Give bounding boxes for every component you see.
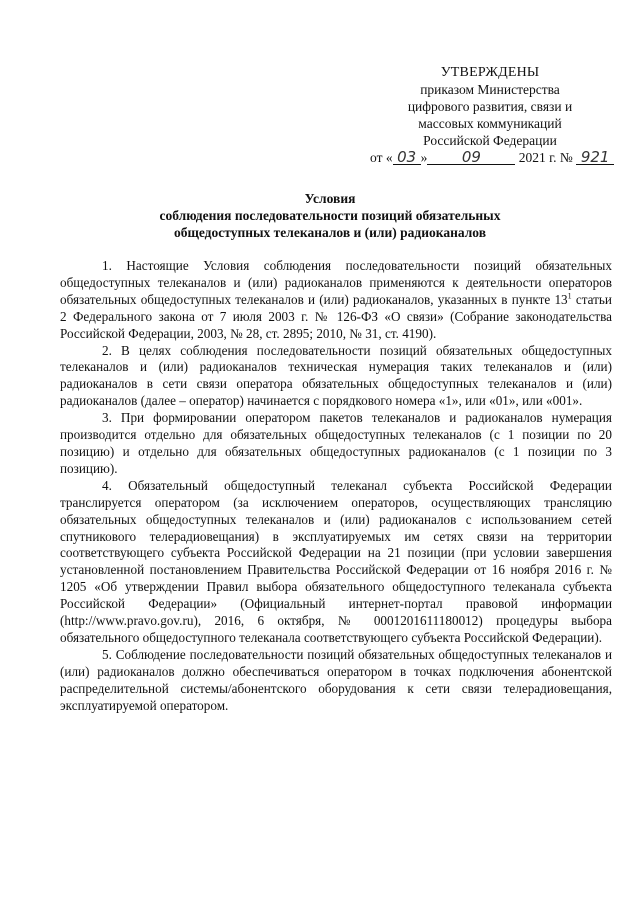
approval-line: приказом Министерства xyxy=(420,82,560,97)
paragraph-1-text-cont: статьи 2 Федерального закона от 7 июля 2003 г. № 126-ФЗ «О связи» (Собрание законодательства Российской Федерации, 2003, № 28, ст. 2895; 2010, № 31, ст. 4190). xyxy=(60,291,612,341)
approval-title: УТВЕРЖДЕНЫ xyxy=(440,65,540,80)
document-heading xyxy=(60,190,600,241)
paragraph-2: 2. В целях соблюдения последовательности позиций обязательных общедоступных телеканалов и (или) радиоканалов техническая нумерация таких телеканалов и (или) радиоканалов в сети связи оператора обязательных общедоступных телеканалов и (или) радиоканалов (далее – оператор) начинается с порядкового номера «1», или «01», или «001». xyxy=(60,342,612,409)
date-prefix: от « xyxy=(370,150,393,165)
approval-line: Российской Федерации xyxy=(423,133,557,148)
heading-line: общедоступных телеканалов и (или) радиоканалов xyxy=(173,225,487,240)
approval-block xyxy=(370,64,610,149)
date-quote: » xyxy=(420,150,428,165)
approval-line: массовых коммуникаций xyxy=(418,116,562,131)
approval-line: цифрового развития, связи и xyxy=(407,99,573,114)
heading-line: Условия xyxy=(304,191,356,206)
paragraph-1-text: 1. Настоящие Условия соблюдения последовательности позиций обязательных общедоступных телеканалов и (или) радиоканалов применяются к деятельности операторов обязательных общедоступных телеканалов и (или) радиоканалов, указанных в пункте 13 xyxy=(60,258,612,307)
date-year: 2021 г. № xyxy=(518,150,573,165)
paragraph-1 xyxy=(60,258,612,343)
heading-line: соблюдения последовательности позиций обязательных xyxy=(159,208,501,223)
paragraph-3: 3. При формировании оператором пакетов телеканалов и радиоканалов нумерация производится отдельно для обязательных общедоступных телеканалов (с 1 позиции по 20 позицию) и отдельно для обязательных общедоступных радиоканалов (с 1 позиции по 3 позицию). xyxy=(60,410,612,476)
document-body xyxy=(60,258,612,714)
paragraph-4: 4. Обязательный общедоступный телеканал субъекта Российской Федерации транслируется оператором (за исключением операторов, осуществляющих трансляцию обязательных общедоступных телеканалов и (или) радиоканалов с использованием сетей спутникового телерадиовещания) в эксплуатируемых им сетях связи на территории соответствующего субъекта Российской Федерации на 21 позиции (при условии завершения установленной постановлением Правительства Российской Федерации от 16 ноября 2016 г. № 1205 «Об утверждении Правил выбора обязательного общедоступного телеканала субъекта Российской Федерации» (Официальный интернет-портал правовой информации (http://www.pravo.gov.ru), 2016, 6 октября, № 0001201611180012) процедуры выбора обязательного общедоступного телеканала соответствующего субъекта Российской Федерации). xyxy=(60,477,612,645)
handwritten-order-number: 921 xyxy=(576,150,614,165)
handwritten-day: 03 xyxy=(393,150,421,165)
paragraph-5: 5. Соблюдение последовательности позиций обязательных общедоступных телеканалов и (или) радиоканалов должно обеспечиваться оператором в точках подключения абонентской распределительной системы/абонентского оборудования к сети связи телерадиовещания, эксплуатируемой оператором. xyxy=(60,646,612,713)
handwritten-month: 09 xyxy=(427,150,515,165)
approval-date-line xyxy=(370,150,620,166)
paragraph-1-superscript: 1 xyxy=(567,291,572,301)
